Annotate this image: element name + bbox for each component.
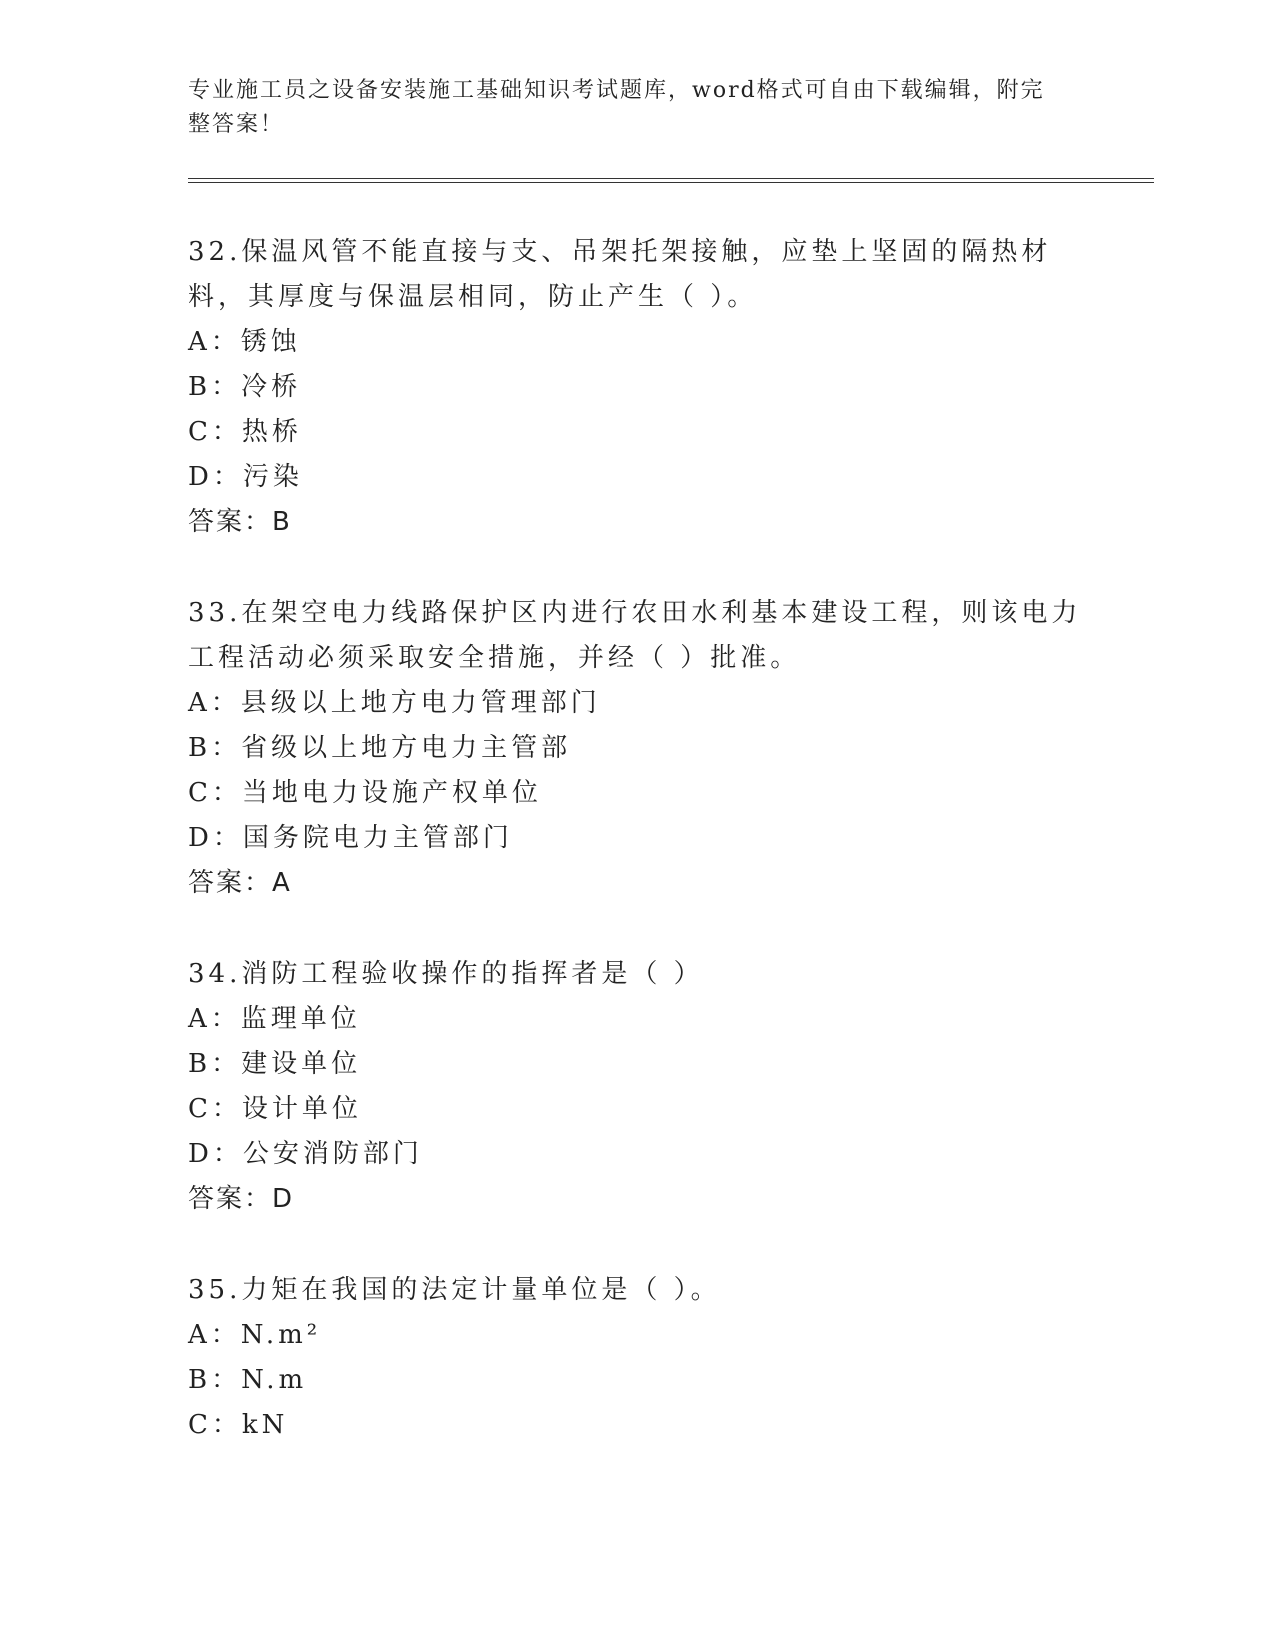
question-answer: 答案：D: [188, 1184, 295, 1214]
option-b: B：建设单位: [188, 1049, 362, 1079]
question-answer: 答案：B: [188, 507, 292, 537]
option-b: B：省级以上地方电力主管部: [188, 733, 572, 763]
question-gap: [188, 545, 1088, 591]
document-header-title: 专业施工员之设备安装施工基础知识考试题库，word格式可自由下载编辑，附完整答案！: [188, 78, 1045, 137]
option-d: D：国务院电力主管部门: [188, 823, 513, 853]
question-stem: 34.消防工程验收操作的指挥者是（ ）: [188, 959, 704, 989]
option-d: D：公安消防部门: [188, 1139, 423, 1169]
question-stem: 32.保温风管不能直接与支、吊架托架接触，应垫上坚固的隔热材料，其厚度与保温层相同，防止产生（ ）。: [188, 237, 1052, 312]
option-a: A：锈蚀: [188, 327, 301, 357]
question-gap: [188, 906, 1088, 952]
option-c: C：kN: [188, 1410, 289, 1440]
question-33: [188, 591, 1088, 906]
option-a: A：N.m²: [188, 1320, 322, 1350]
question-32: [188, 230, 1088, 545]
header-divider: [188, 178, 1154, 183]
option-a: A：县级以上地方电力管理部门: [188, 688, 601, 718]
option-c: C：设计单位: [188, 1094, 362, 1124]
option-d: D：污染: [188, 462, 303, 492]
option-c: C：当地电力设施产权单位: [188, 778, 542, 808]
question-stem: 35.力矩在我国的法定计量单位是（ ）。: [188, 1275, 721, 1305]
question-gap: [188, 1222, 1088, 1268]
question-stem: 33.在架空电力线路保护区内进行农田水利基本建设工程，则该电力工程活动必须采取安全措施，并经（ ）批准。: [188, 598, 1082, 673]
option-c: C：热桥: [188, 417, 302, 447]
question-answer: 答案：A: [188, 868, 292, 898]
question-34: [188, 952, 1088, 1222]
option-b: B：冷桥: [188, 372, 302, 402]
option-a: A：监理单位: [188, 1004, 361, 1034]
option-b: B：N.m: [188, 1365, 308, 1395]
question-list: [188, 230, 1088, 1448]
question-35: [188, 1268, 1088, 1448]
